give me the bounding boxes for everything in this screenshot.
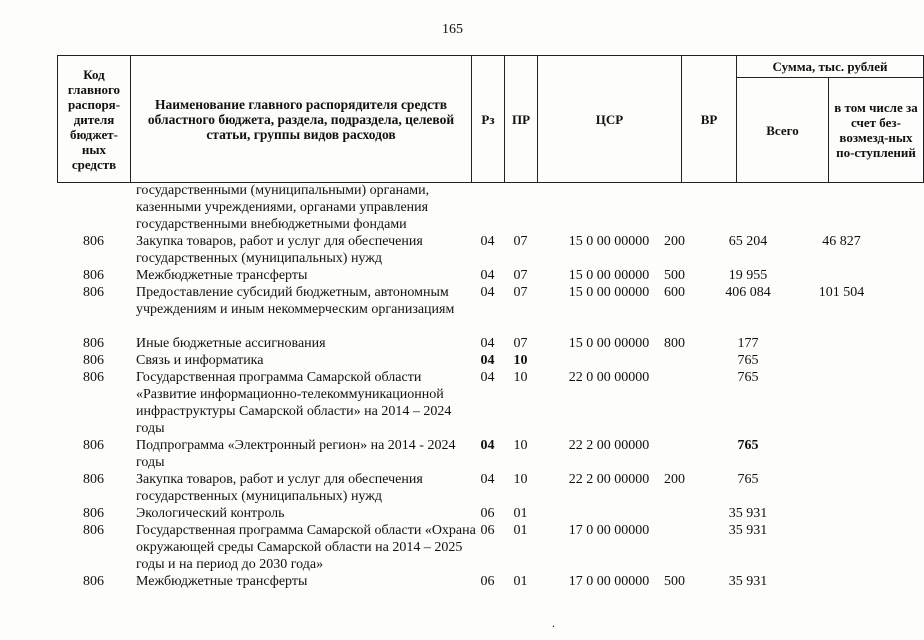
cell-rz: 06	[480, 523, 495, 538]
cell-code: 806	[83, 472, 104, 487]
cell-total: 177	[737, 336, 759, 351]
cell-code: 806	[83, 285, 104, 300]
cell-csr: 15 0 00 00000	[568, 285, 650, 300]
cell-name: Иные бюджетные ассигнования	[136, 336, 326, 351]
cell-rz: 04	[480, 234, 495, 249]
table-row	[57, 335, 889, 352]
cell-pr: 07	[513, 336, 528, 351]
cell-name: Закупка товаров, работ и услуг для обеспечения государственных (муниципальных) нужд	[136, 234, 423, 266]
cell-pr: 10	[513, 353, 528, 368]
page-number: 165	[442, 22, 463, 37]
cell-code: 806	[83, 336, 104, 351]
cell-pr: 01	[513, 574, 528, 589]
cell-total: 35 931	[728, 506, 768, 521]
cell-name: Государственная программа Самарской области «Охрана окружающей среды Самарской области на 2014 – 2025 годы и на период до 2030 года»	[136, 523, 476, 572]
table-row	[57, 505, 889, 522]
cell-pr: 07	[513, 268, 528, 283]
cell-code: 806	[83, 370, 104, 385]
cell-rz: 06	[480, 574, 495, 589]
cell-code: 806	[83, 268, 104, 283]
cell-pr: 01	[513, 506, 528, 521]
cell-name: Межбюджетные трансферты	[136, 574, 308, 589]
cell-vr: 500	[664, 268, 685, 283]
cell-csr: 22 0 00 00000	[568, 370, 650, 385]
cell-code: 806	[83, 506, 104, 521]
cell-free: 46 827	[822, 234, 861, 249]
cell-csr: 17 0 00 00000	[568, 574, 650, 589]
header-code: Код главного распоря-дителя бюджет-ных средств	[58, 56, 131, 183]
cell-rz: 04	[480, 336, 495, 351]
cell-rz: 06	[480, 506, 495, 521]
cell-csr: 15 0 00 00000	[568, 336, 650, 351]
cell-pr: 10	[513, 370, 528, 385]
cell-pr: 07	[513, 234, 528, 249]
cell-code: 806	[83, 353, 104, 368]
cell-pr: 01	[513, 523, 528, 538]
cell-rz: 04	[480, 370, 495, 385]
cell-total: 765	[737, 353, 759, 368]
header-free: в том числе за счет без-возмезд-ных по-ступлений	[829, 78, 924, 183]
cell-rz: 04	[480, 472, 495, 487]
table-row	[57, 267, 889, 284]
table-row	[57, 522, 889, 573]
table-row	[57, 573, 889, 590]
table-row	[57, 437, 889, 471]
cell-vr: 600	[664, 285, 685, 300]
cell-code: 806	[83, 234, 104, 249]
cell-csr: 22 2 00 00000	[568, 438, 650, 453]
cell-csr: 15 0 00 00000	[568, 234, 650, 249]
cell-total: 65 204	[728, 234, 768, 249]
bottom-mark: .	[552, 616, 555, 630]
table-row	[57, 233, 889, 267]
cell-pr: 10	[513, 472, 528, 487]
cell-name: Закупка товаров, работ и услуг для обеспечения государственных (муниципальных) нужд	[136, 472, 423, 504]
cell-free: 101 504	[818, 285, 865, 300]
header-total: Всего	[737, 78, 829, 183]
cell-csr: 17 0 00 00000	[568, 523, 650, 538]
cell-name: Государственная программа Самарской области «Развитие информационно-телекоммуникационной инфраструктуры Самарской области» на 2014 – 2024 годы	[136, 370, 452, 436]
cell-pr: 10	[513, 438, 528, 453]
cell-vr: 500	[664, 574, 685, 589]
header-sum: Сумма, тыс. рублей	[737, 56, 924, 78]
cell-name: Межбюджетные трансферты	[136, 268, 308, 283]
cell-total: 19 955	[728, 268, 768, 283]
cell-name: государственными (муниципальными) органами, казенными учреждениями, органами управления государственными внебюджетными фондами	[136, 183, 430, 232]
table-row	[57, 352, 889, 369]
cell-vr: 200	[664, 472, 685, 487]
header-vr: ВР	[682, 56, 737, 183]
cell-name: Подпрограмма «Электронный регион» на 2014 - 2024 годы	[136, 438, 456, 470]
cell-total: 765	[737, 472, 759, 487]
table-row	[57, 182, 889, 233]
cell-name: Предоставление субсидий бюджетным, автономным учреждениям и иным некоммерческим организациям	[136, 285, 455, 317]
cell-rz: 04	[480, 438, 495, 453]
cell-csr: 22 2 00 00000	[568, 472, 650, 487]
table-row	[57, 369, 889, 437]
cell-total: 406 084	[725, 285, 771, 300]
table-row	[57, 471, 889, 505]
cell-code: 806	[83, 523, 104, 538]
cell-total: 765	[737, 370, 759, 385]
cell-total: 35 931	[728, 574, 768, 589]
cell-rz: 04	[480, 268, 495, 283]
cell-rz: 04	[480, 353, 495, 368]
cell-vr: 800	[664, 336, 685, 351]
header-name: Наименование главного распорядителя средств областного бюджета, раздела, подраздела, целевой статьи, группы видов расходов	[131, 56, 472, 183]
cell-vr: 200	[664, 234, 685, 249]
cell-name: Связь и информатика	[136, 353, 264, 368]
cell-name: Экологический контроль	[136, 506, 285, 521]
table-body	[57, 182, 889, 590]
cell-total: 35 931	[728, 523, 768, 538]
cell-pr: 07	[513, 285, 528, 300]
cell-code: 806	[83, 574, 104, 589]
cell-rz: 04	[480, 285, 495, 300]
header-pr: ПР	[505, 56, 538, 183]
header-rz: Рз	[472, 56, 505, 183]
table-row	[57, 284, 889, 335]
cell-total: 765	[737, 438, 759, 453]
table-header	[57, 55, 924, 183]
cell-csr: 15 0 00 00000	[568, 268, 650, 283]
header-csr: ЦСР	[538, 56, 682, 183]
cell-code: 806	[83, 438, 104, 453]
